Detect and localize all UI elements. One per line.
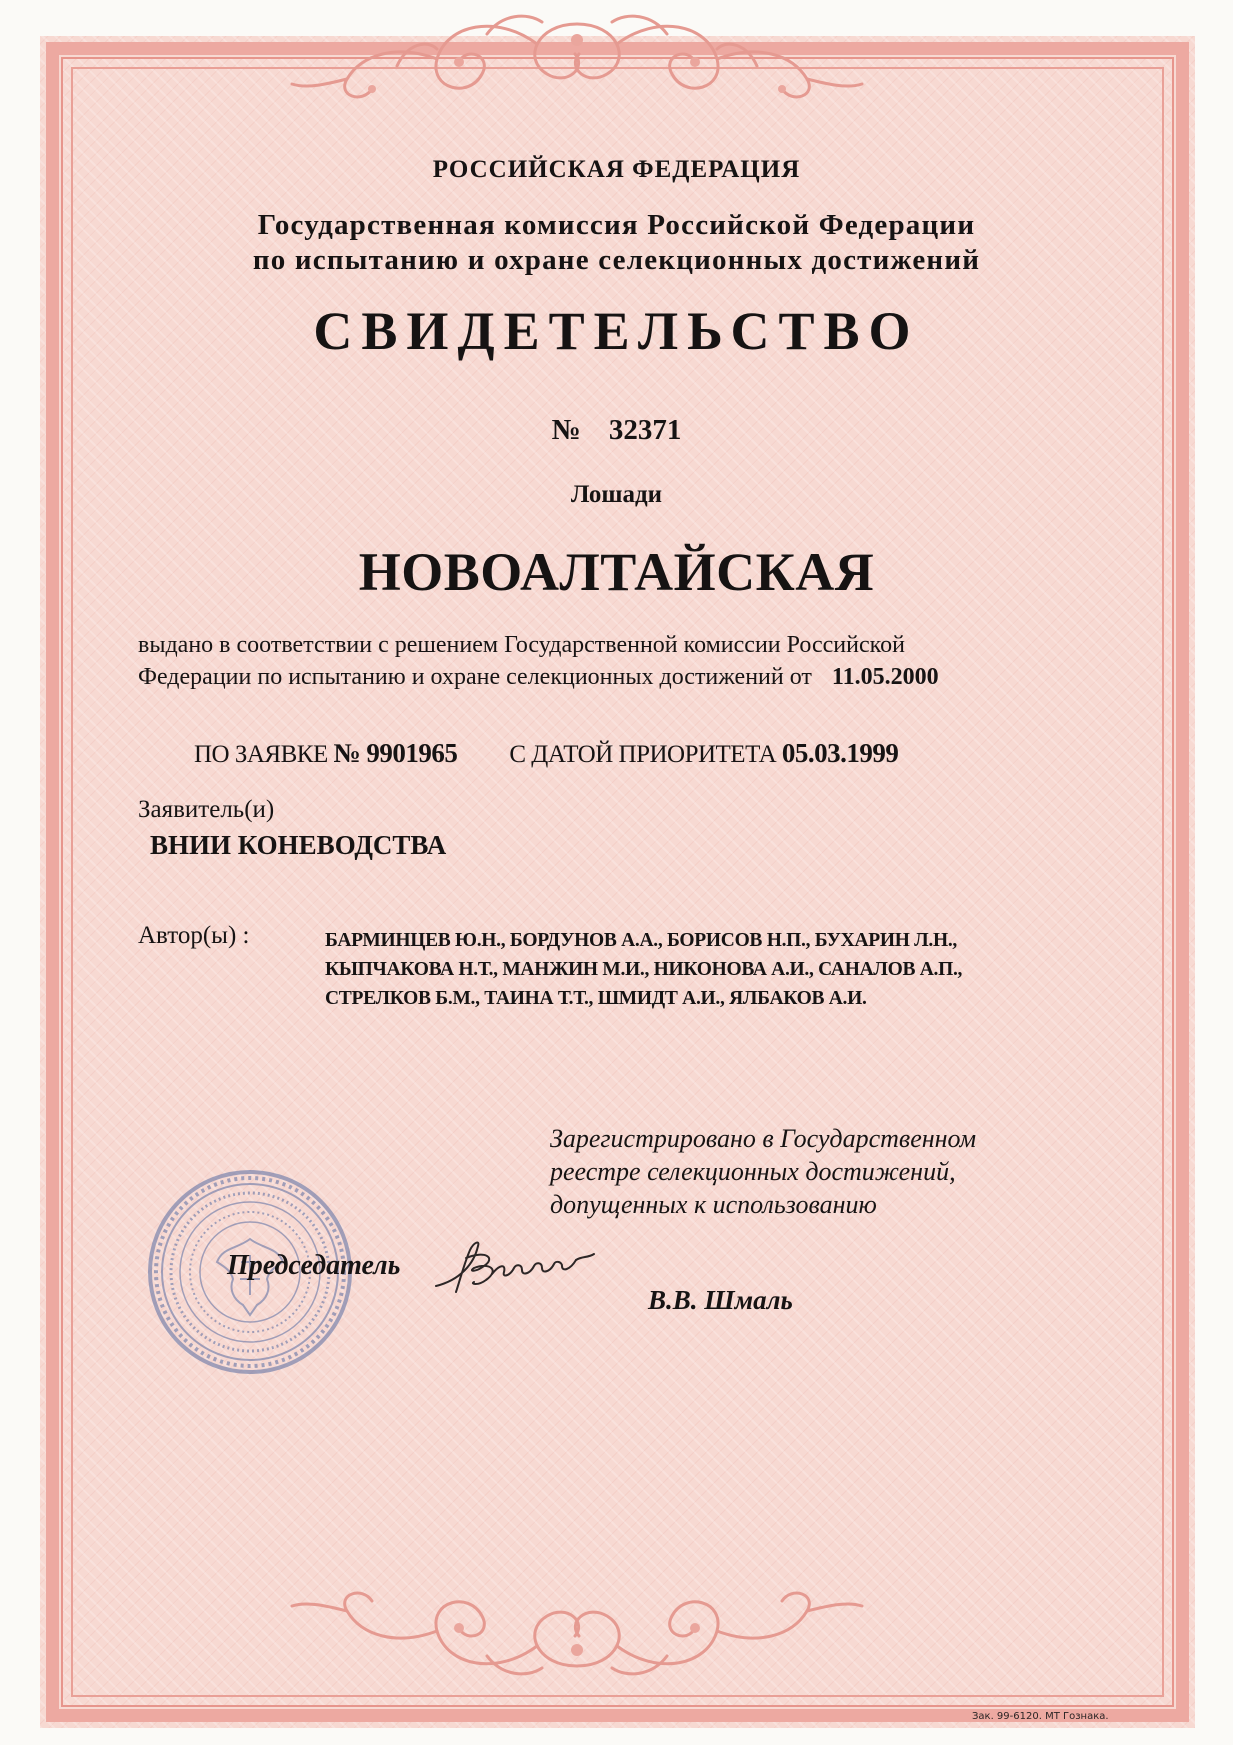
country-heading: РОССИЙСКАЯ ФЕДЕРАЦИЯ	[432, 156, 801, 183]
document-title: СВИДЕТЕЛЬСТВО	[313, 301, 920, 361]
print-order-note: Зак. 99-6120. МТ Гознака.	[972, 1711, 1109, 1722]
decision-text	[138, 629, 998, 693]
application-number: № 9901965	[333, 738, 458, 768]
decision-date: 11.05.2000	[831, 664, 939, 690]
application-label: ПО ЗАЯВКЕ	[194, 741, 328, 768]
authors-label: Автор(ы) :	[138, 922, 250, 949]
commission-line-2: по испытанию и охране селекционных достижений	[252, 244, 981, 276]
top-ornament-icon	[287, 4, 867, 114]
registration-line: допущенных к использованию	[550, 1190, 877, 1219]
authors-line: КЫПЧАКОВА Н.Т., МАНЖИН М.И., НИКОНОВА А.И., САНАЛОВ А.П.,	[325, 959, 963, 980]
chairman-label: Председатель	[227, 1250, 401, 1281]
applicant-label: Заявитель(и)	[138, 796, 275, 823]
priority-date: 05.03.1999	[781, 738, 899, 768]
decision-line-2: Федерации по испытанию и охране селекционных достижений от	[138, 664, 812, 690]
species-label: Лошади	[570, 481, 663, 508]
signature-icon	[430, 1236, 600, 1300]
certificate-number	[0, 414, 1233, 447]
number-sign: №	[551, 414, 581, 446]
authors-list	[325, 926, 962, 1013]
variety-name: НОВОАЛТАЙСКАЯ	[358, 542, 875, 602]
signer-name: В.В. Шмаль	[648, 1285, 793, 1315]
application-info	[194, 738, 898, 769]
registration-line: Зарегистрировано в Государственном	[550, 1124, 977, 1153]
priority-label: С ДАТОЙ ПРИОРИТЕТА	[509, 741, 777, 768]
decision-line-1: выдано в соответствии с решением Государственной комиссии Российской	[138, 632, 905, 658]
authors-line: БАРМИНЦЕВ Ю.Н., БОРДУНОВ А.А., БОРИСОВ Н.П., БУХАРИН Л.Н.,	[325, 930, 957, 951]
registration-line: реестре селекционных достижений,	[550, 1157, 956, 1186]
authors-line: СТРЕЛКОВ Б.М., ТАИНА Т.Т., ШМИДТ А.И., ЯЛБАКОВ А.И.	[325, 988, 867, 1009]
certificate-sheet	[40, 36, 1195, 1728]
number-value: 32371	[608, 414, 682, 446]
commission-line-1: Государственная комиссия Российской Федерации	[257, 209, 976, 241]
registration-note	[550, 1122, 976, 1221]
applicant-name: ВНИИ КОНЕВОДСТВА	[150, 830, 447, 860]
bottom-ornament-icon	[287, 1576, 867, 1686]
commission-name	[0, 208, 1233, 278]
decision-line-2-wrap	[138, 661, 998, 693]
